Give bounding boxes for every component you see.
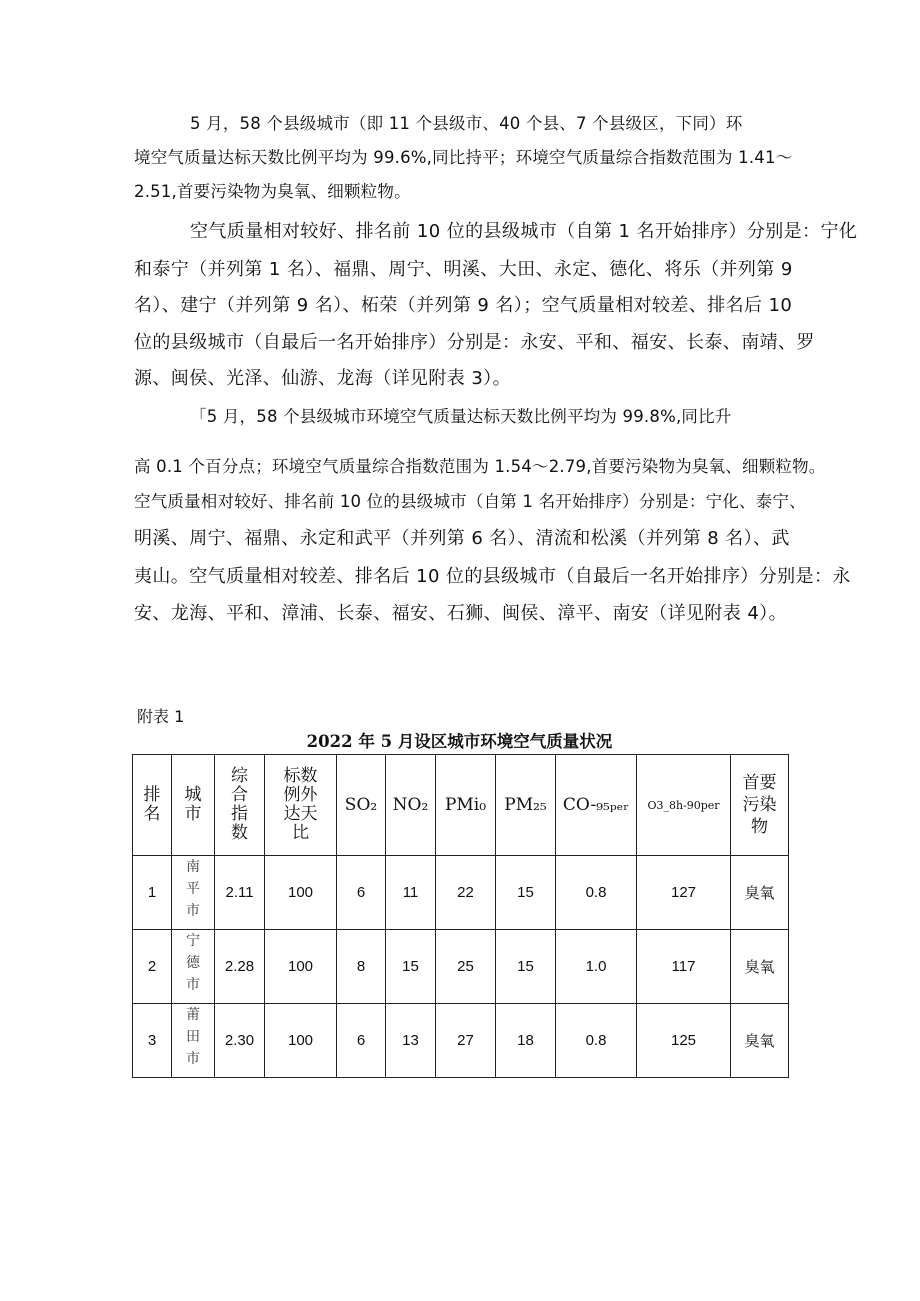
cell-rank: 3 (133, 1004, 172, 1078)
cell-first-pollutant: 臭氧 (731, 930, 789, 1004)
paragraph-1-line-1: 5 月，58 个县级城市（即 11 个县级市、40 个县、7 个县级区，下同）环 (190, 114, 743, 133)
header-so2: SO₂ (337, 755, 386, 856)
cell-so2: 8 (337, 930, 386, 1004)
paragraph-3-line-1: 「5 月，58 个县级城市环境空气质量达标天数比例平均为 99.8%,同比升 (190, 407, 732, 426)
cell-rank: 2 (133, 930, 172, 1004)
paragraph-3-line-3: 空气质量相对较好、排名前 10 位的县级城市（自第 1 名开始排序）分别是：宁化、泰宁、 (134, 492, 806, 511)
paragraph-2-line-3: 名）、建宁（并列第 9 名）、柘荣（并列第 9 名）；空气质量相对较差、排名后 10 (134, 295, 793, 316)
header-o3: O3_8h-90per (637, 755, 731, 856)
air-quality-table (132, 754, 789, 1078)
table-row (133, 856, 789, 930)
header-index: 综合指数 (215, 755, 265, 856)
cell-pm10: 22 (436, 856, 496, 930)
paragraph-1-line-3: 2.51,首要污染物为臭氧、细颗粒物。 (134, 182, 411, 201)
cell-city: 莆田市 (172, 1004, 215, 1078)
paragraph-2-line-5: 源、闽侯、光泽、仙游、龙海（详见附表 3）。 (134, 368, 511, 389)
cell-days: 100 (265, 856, 337, 930)
cell-co: 1.0 (556, 930, 637, 1004)
header-compliance-days: 标数例外达天比 (265, 755, 337, 856)
cell-index: 2.30 (215, 1004, 265, 1078)
cell-no2: 11 (386, 856, 436, 930)
paragraph-3-line-2: 高 0.1 个百分点；环境空气质量综合指数范围为 1.54～2.79,首要污染物为臭氧、细颗粒物。 (134, 457, 826, 476)
paragraph-3-line-6: 安、龙海、平和、漳浦、长泰、福安、石狮、闽侯、漳平、南安（详见附表 4）。 (134, 603, 787, 624)
header-pm25: PM₂₅ (496, 755, 556, 856)
cell-no2: 13 (386, 1004, 436, 1078)
cell-city: 南平市 (172, 856, 215, 930)
cell-days: 100 (265, 930, 337, 1004)
table-row (133, 1004, 789, 1078)
paragraph-2-line-2: 和泰宁（并列第 1 名）、福鼎、周宁、明溪、大田、永定、德化、将乐（并列第 9 (134, 259, 793, 280)
header-no2: NO₂ (386, 755, 436, 856)
cell-o3: 125 (637, 1004, 731, 1078)
paragraph-3-line-5: 夷山。空气质量相对较差、排名后 10 位的县级城市（自最后一名开始排序）分别是：永 (134, 566, 851, 587)
cell-co: 0.8 (556, 1004, 637, 1078)
cell-no2: 15 (386, 930, 436, 1004)
header-pm10: PMi₀ (436, 755, 496, 856)
cell-o3: 117 (637, 930, 731, 1004)
cell-pm25: 15 (496, 930, 556, 1004)
cell-pm10: 27 (436, 1004, 496, 1078)
paragraph-2-line-4: 位的县级城市（自最后一名开始排序）分别是：永安、平和、福安、长泰、南靖、罗 (134, 332, 815, 353)
cell-index: 2.28 (215, 930, 265, 1004)
paragraph-1-line-2: 境空气质量达标天数比例平均为 99.6%,同比持平；环境空气质量综合指数范围为 1.41～ (134, 148, 793, 167)
cell-first-pollutant: 臭氧 (731, 856, 789, 930)
cell-days: 100 (265, 1004, 337, 1078)
header-first-pollutant: 首要污染物 (731, 755, 789, 856)
paragraph-2-line-1: 空气质量相对较好、排名前 10 位的县级城市（自第 1 名开始排序）分别是：宁化 (190, 221, 858, 242)
cell-o3: 127 (637, 856, 731, 930)
cell-so2: 6 (337, 1004, 386, 1078)
cell-co: 0.8 (556, 856, 637, 930)
cell-pm25: 15 (496, 856, 556, 930)
cell-rank: 1 (133, 856, 172, 930)
cell-so2: 6 (337, 856, 386, 930)
table-title: 2022 年 5 月设区城市环境空气质量状况 (306, 732, 613, 751)
header-city: 城市 (172, 755, 215, 856)
table-header-row (133, 755, 789, 856)
header-rank: 排名 (133, 755, 172, 856)
paragraph-3-line-4: 明溪、周宁、福鼎、永定和武平（并列第 6 名）、清流和松溪（并列第 8 名）、武 (134, 528, 790, 549)
table-row (133, 930, 789, 1004)
header-co: CO-₉₅ₚₑᵣ (556, 755, 637, 856)
cell-index: 2.11 (215, 856, 265, 930)
cell-pm25: 18 (496, 1004, 556, 1078)
cell-first-pollutant: 臭氧 (731, 1004, 789, 1078)
cell-pm10: 25 (436, 930, 496, 1004)
cell-city: 宁德市 (172, 930, 215, 1004)
appendix-label: 附表 1 (137, 707, 185, 726)
